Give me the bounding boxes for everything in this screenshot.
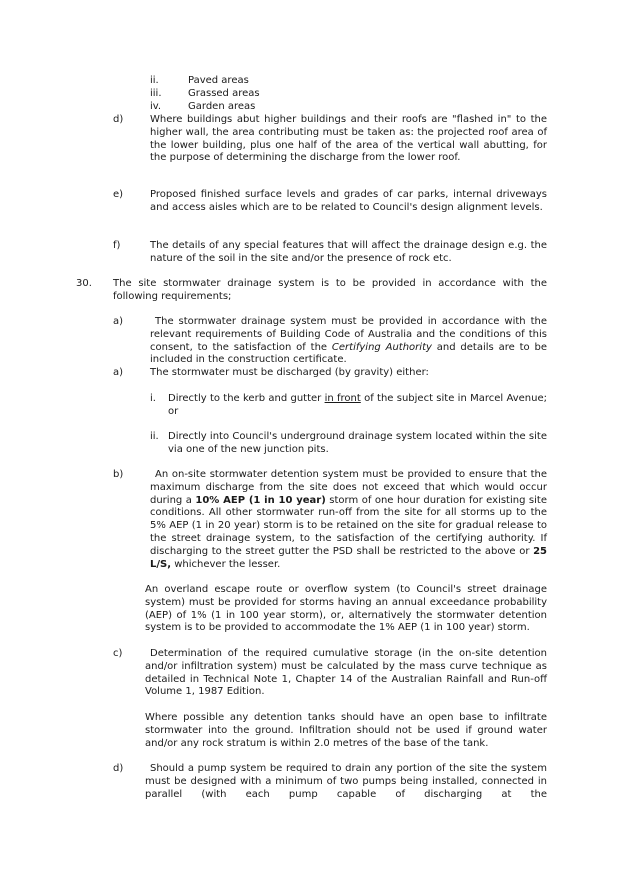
item-text: Where buildings abut higher buildings and their roofs are "flashed in" to the higher wall, the area contributing must be taken as: the projected roof area of the lower building, plus one half of the area of the vertical wall abutting, for the purpose of determining the discharge from the lower roof.: [150, 114, 547, 164]
clause-number: 30.: [76, 278, 92, 289]
item-text: The details of any special features that will affect the drainage design e.g. the nature of the soil in the site and/or the presence of rock etc.: [150, 240, 547, 264]
item-label: b): [113, 469, 124, 480]
list-num: iv.: [150, 101, 162, 112]
list-text: Garden areas: [188, 101, 256, 112]
item-label: f): [113, 240, 121, 251]
option-text: Directly to the kerb and gutter in front of the subject site in Marcel Avenue; or: [168, 393, 548, 417]
list-text: Paved areas: [188, 75, 249, 86]
item-label: e): [113, 189, 124, 200]
item-text: Proposed finished surface levels and grades of car parks, internal driveways and access aisles which are to be related to Council's design alignment levels.: [150, 189, 547, 213]
item-paragraph: An overland escape route or overflow system (to Council's street drainage system) must be provided for storms having an annual exceedance probability (AEP) of 1% (1 in 100 year storm), or, alternatively the stormwater detention system is to be provided to accommodate the 1% AEP (1 in 100 year) storm.: [145, 584, 547, 634]
list-text: Grassed areas: [188, 88, 260, 99]
item-label: a): [113, 367, 124, 378]
option-num: i.: [150, 393, 156, 404]
item-label: c): [113, 648, 123, 659]
item-text: The stormwater must be discharged (by gravity) either:: [150, 367, 429, 378]
option-num: ii.: [150, 431, 159, 442]
item-text: An on-site stormwater detention system must be provided to ensure that the maximum discharge from the site does not exceed that which would occur during a 10% AEP (1 in 10 year) storm of one hour duration for existing site conditions. All other stormwater run-off from the site for all storms up to the 5% AEP (1 in 20 year) storm is to be retained on the site for gradual release to the street drainage system, to the satisfaction of the certifying authority. If discharging to the street gutter the PSD shall be restricted to the above or 25 L/S, whichever the lesser.: [150, 469, 547, 570]
list-num: iii.: [150, 88, 162, 99]
item-label: a): [113, 316, 124, 327]
item-text: The stormwater drainage system must be provided in accordance with the relevant requirements of Building Code of Australia and the conditions of this consent, to the satisfaction of the Certifying Authority and details are to be included in the construction certificate.: [150, 316, 548, 366]
item-text: Should a pump system be required to drain any portion of the site the system must be designed with a minimum of two pumps being installed, connected in parallel (with each pump capable of discharging at the: [145, 763, 547, 800]
clause-text: The site stormwater drainage system is to be provided in accordance with the following requirements;: [113, 278, 547, 302]
item-text: Determination of the required cumulative storage (in the on-site detention and/or infiltration system) must be calculated by the mass curve technique as detailed in Technical Note 1, Chapter 14 of the Australian Rainfall and Run-off Volume 1, 1987 Edition.: [145, 648, 547, 698]
item-paragraph: Where possible any detention tanks should have an open base to infiltrate stormwater into the ground. Infiltration should not be used if ground water and/or any rock stratum is within 2.0 metres of the base of the tank.: [145, 712, 547, 749]
list-num: ii.: [150, 75, 159, 86]
option-text: Directly into Council's underground drainage system located within the site via one of the new junction pits.: [168, 431, 547, 455]
item-label: d): [113, 763, 124, 774]
item-label: d): [113, 114, 124, 125]
